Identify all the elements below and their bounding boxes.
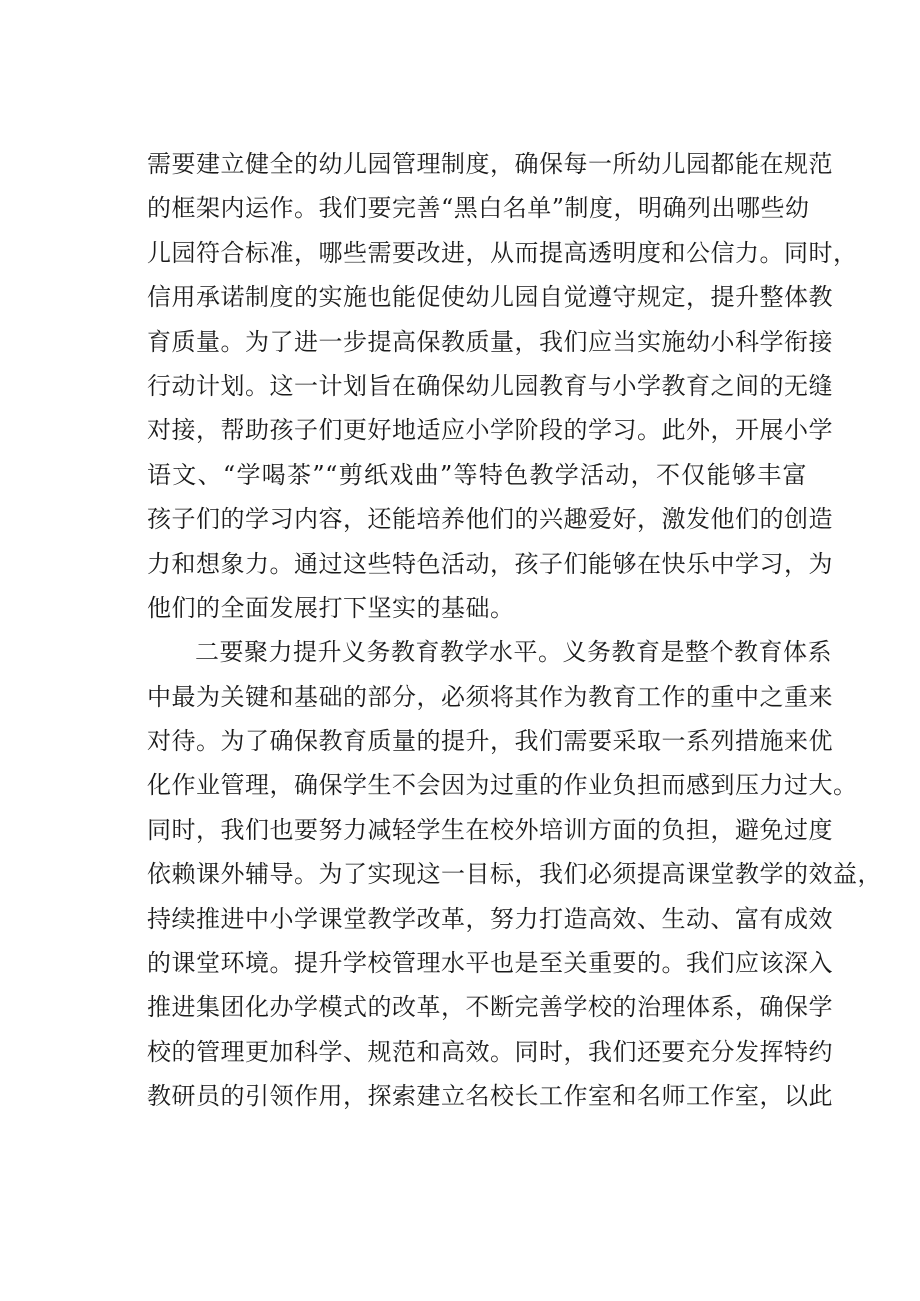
text-line: 他们的全面发展打下坚实的基础。	[147, 593, 515, 622]
text-line: 行动计划。这一计划旨在确保幼儿园教育与小学教育之间的无缝	[147, 371, 833, 400]
text-line: 儿园符合标准，哪些需要改进，从而提高透明度和公信力。同时，	[147, 238, 858, 267]
paragraph-1	[147, 142, 858, 630]
body-text	[147, 142, 882, 1119]
text-line: 化作业管理，确保学生不会因为过重的作业负担而感到压力过大。	[147, 771, 858, 800]
text-line: 的课堂环境。提升学校管理水平也是至关重要的。我们应该深入	[147, 949, 833, 978]
text-line: 中最为关键和基础的部分，必须将其作为教育工作的重中之重来	[147, 682, 833, 711]
text-line: 孩子们的学习内容，还能培养他们的兴趣爱好，激发他们的创造	[147, 505, 833, 534]
text-line: 对待。为了确保教育质量的提升，我们需要采取一系列措施来优	[147, 727, 833, 756]
text-line: 教研员的引领作用，探索建立名校长工作室和名师工作室，以此	[147, 1082, 833, 1111]
text-line: 力和想象力。通过这些特色活动，孩子们能够在快乐中学习，为	[147, 549, 833, 578]
text-line: 的框架内运作。我们要完善“黑白名单”制度，明确列出哪些幼	[147, 194, 810, 223]
text-line: 二要聚力提升义务教育教学水平。义务教育是整个教育体系	[195, 638, 832, 667]
text-line: 依赖课外辅导。为了实现这一目标，我们必须提高课堂教学的效益，	[147, 860, 882, 889]
text-line: 语文、“学喝茶”“剪纸戏曲”等特色教学活动，不仅能够丰富	[147, 460, 807, 489]
text-line: 同时，我们也要努力减轻学生在校外培训方面的负担，避免过度	[147, 815, 833, 844]
paragraph-2	[147, 630, 882, 1118]
text-line: 持续推进中小学课堂教学改革，努力打造高效、生动、富有成效	[147, 904, 833, 933]
text-line: 校的管理更加科学、规范和高效。同时，我们还要充分发挥特约	[147, 1037, 833, 1066]
text-line: 推进集团化办学模式的改革，不断完善学校的治理体系，确保学	[147, 993, 833, 1022]
text-line: 信用承诺制度的实施也能促使幼儿园自觉遵守规定，提升整体教	[147, 283, 833, 312]
text-line: 育质量。为了进一步提高保教质量，我们应当实施幼小科学衔接	[147, 327, 833, 356]
text-line: 需要建立健全的幼儿园管理制度，确保每一所幼儿园都能在规范	[147, 150, 833, 178]
text-line: 对接，帮助孩子们更好地适应小学阶段的学习。此外，开展小学	[147, 416, 833, 445]
